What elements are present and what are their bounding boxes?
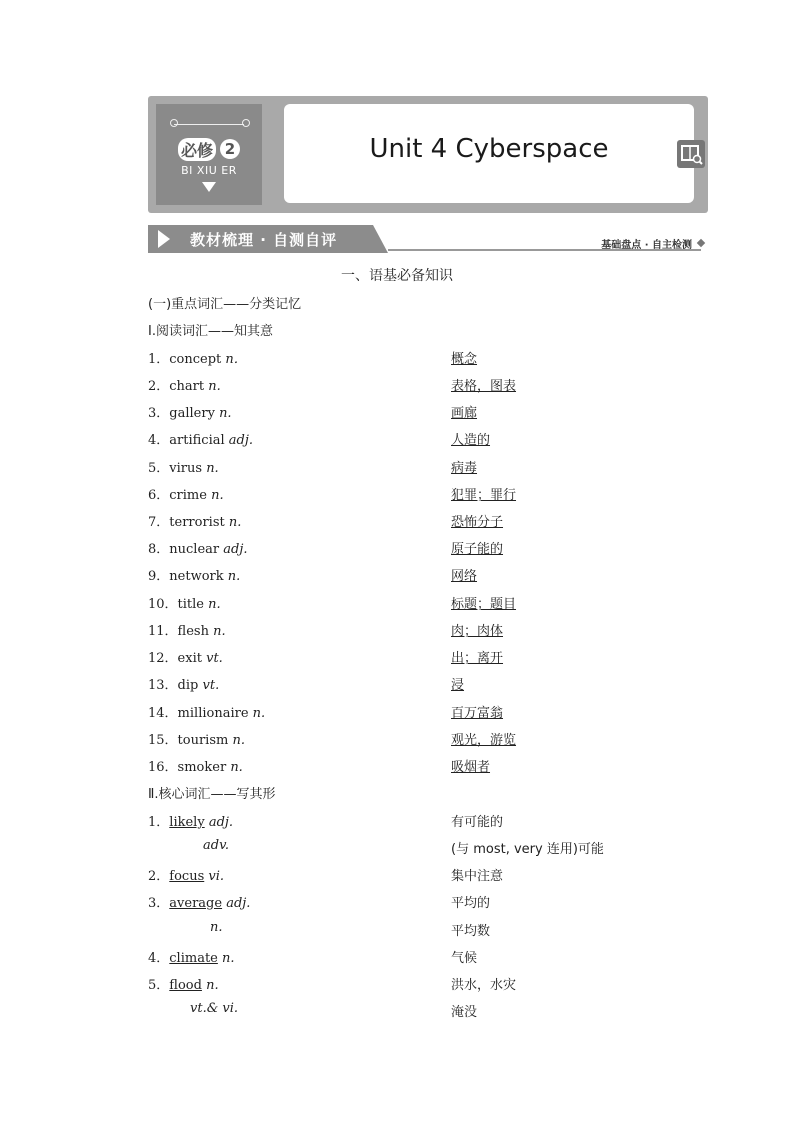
word: millionaire (177, 706, 249, 721)
word-meaning: 集中注意 (451, 869, 504, 884)
part-of-speech: vt. (206, 651, 223, 666)
part-of-speech: vt.& vi. (190, 1001, 239, 1016)
word: concept (169, 352, 222, 367)
vocab-row (148, 756, 708, 778)
vocab-term (148, 892, 250, 911)
item-number: 6． (148, 488, 170, 503)
core-vocab-row (148, 811, 708, 833)
vocab-row (148, 593, 708, 615)
part-of-speech: n. (228, 515, 242, 530)
vocab-term (148, 729, 245, 748)
part-of-speech: n. (208, 379, 221, 394)
answer-word: average (169, 896, 223, 911)
answer-word: focus (169, 869, 205, 884)
item-number: 1． (148, 815, 170, 830)
diamond-icon (697, 239, 705, 247)
vocab-term (148, 565, 240, 584)
word-meaning: 观光，游览 (451, 733, 517, 748)
part-of-speech: n. (230, 760, 243, 775)
word-meaning: 淹没 (451, 1005, 478, 1020)
part-of-speech: n. (227, 569, 241, 584)
badge-title (168, 138, 250, 160)
vocab-row (148, 457, 708, 479)
item-number: 10． (148, 597, 178, 612)
word-meaning: 病毒 (451, 461, 478, 476)
vocab-row (148, 538, 708, 560)
word-meaning: 平均数 (451, 924, 491, 939)
core-vocab-row (148, 892, 708, 914)
textbook-badge (156, 104, 262, 205)
vocab-term (148, 429, 253, 448)
core-vocab-row (148, 865, 708, 887)
unit-banner (148, 96, 708, 213)
decorative-line (174, 124, 244, 125)
word-meaning: 表格，图表 (451, 379, 517, 394)
word: dip (177, 678, 199, 693)
part-of-speech: adv. (203, 838, 230, 853)
core-vocab-row (148, 974, 708, 996)
vocab-row (148, 647, 708, 669)
vocab-term (148, 593, 221, 612)
vocab-row (148, 729, 708, 751)
vocab-term (148, 674, 219, 693)
word: title (177, 597, 205, 612)
vocab-term (190, 1001, 238, 1016)
item-number: 12． (148, 651, 178, 666)
badge-subtitle: BI XIU ER (181, 164, 237, 177)
badge-title-text: 必修 (178, 138, 216, 161)
item-number: 4． (148, 433, 170, 448)
answer-word: flood (169, 978, 202, 993)
vocab-term (210, 920, 223, 935)
answer-word: climate (169, 951, 218, 966)
section-tab-label: 教材梳理 · 自测自评 (190, 231, 338, 249)
play-arrow-icon (158, 230, 170, 248)
word-meaning: 浸 (451, 678, 465, 693)
part-of-speech: vt. (202, 678, 220, 693)
word-meaning: 网络 (451, 569, 478, 584)
vocab-row (148, 565, 708, 587)
item-number: 5． (148, 461, 170, 476)
decorative-dot (242, 119, 250, 127)
part-of-speech: n. (219, 406, 232, 421)
core-vocab-row (148, 1001, 708, 1023)
vocab-row (148, 511, 708, 533)
word: tourism (177, 733, 229, 748)
section-right-label: 基础盘点 · 自主检测 (601, 240, 692, 251)
word-meaning: 画廊 (451, 406, 478, 421)
vocab-term (148, 756, 243, 775)
vocab-term (148, 457, 219, 476)
part-of-speech: n. (210, 920, 223, 935)
vocab-term (148, 647, 223, 666)
part-of-speech: n. (252, 706, 266, 721)
word: gallery (169, 406, 215, 421)
item-number: 3． (148, 896, 170, 911)
vocab-row (148, 375, 708, 397)
vocab-term (148, 702, 265, 721)
part-of-speech: n. (222, 951, 235, 966)
vocab-term (148, 865, 224, 884)
vocab-row (148, 484, 708, 506)
item-number: 4． (148, 951, 170, 966)
word-meaning: 出；离开 (451, 651, 504, 666)
item-number: 14． (148, 706, 178, 721)
section-header-bar (148, 225, 706, 255)
item-number: 2． (148, 379, 170, 394)
vocab-row (148, 402, 708, 424)
item-number: 5． (148, 978, 170, 993)
word-meaning: 原子能的 (451, 542, 504, 557)
part-of-speech: n. (211, 488, 224, 503)
word-meaning: 恐怖分子 (451, 515, 504, 530)
item-number: 3． (148, 406, 170, 421)
part-core-words: Ⅱ.核心词汇——写其形 (148, 787, 276, 802)
item-number: 7． (148, 515, 170, 530)
word: flesh (177, 624, 209, 639)
subheading-vocab: (一)重点词汇——分类记忆 (148, 297, 302, 312)
word-meaning: (与 most, very 连用)可能 (451, 842, 604, 857)
part-of-speech: n. (213, 624, 226, 639)
vocab-row (148, 620, 708, 642)
part-of-speech: vi. (208, 869, 225, 884)
vocab-row (148, 702, 708, 724)
vocab-term (148, 974, 219, 993)
part-of-speech: adj. (226, 896, 251, 911)
vocab-term (148, 620, 226, 639)
book-search-icon (677, 140, 705, 168)
word-meaning: 气候 (451, 951, 478, 966)
word-meaning: 犯罪；罪行 (451, 488, 517, 503)
word: nuclear (169, 542, 220, 557)
word-meaning: 标题；题目 (451, 597, 517, 612)
vocab-row (148, 348, 708, 370)
word-meaning: 百万富翁 (451, 706, 504, 721)
vocab-term (148, 402, 232, 421)
vocab-term (148, 484, 224, 503)
word: smoker (177, 760, 227, 775)
item-number: 2． (148, 869, 170, 884)
word: crime (169, 488, 207, 503)
word: virus (169, 461, 203, 476)
part-of-speech: adj. (223, 542, 248, 557)
vocab-term (148, 511, 241, 530)
part-reading-words: Ⅰ.阅读词汇——知其意 (148, 324, 273, 339)
decorative-dot (170, 119, 178, 127)
word: artificial (169, 433, 225, 448)
item-number: 8． (148, 542, 170, 557)
vocab-term (148, 375, 221, 394)
word-meaning: 洪水，水灾 (451, 978, 517, 993)
word-meaning: 有可能的 (451, 815, 504, 830)
unit-title: Unit 4 Cyberspace (369, 134, 609, 164)
down-triangle-icon (202, 182, 216, 192)
item-number: 9． (148, 569, 170, 584)
word-meaning: 概念 (451, 352, 478, 367)
item-number: 11． (148, 624, 178, 639)
vocab-term (203, 838, 229, 853)
item-number: 13． (148, 678, 178, 693)
part-of-speech: adj. (208, 815, 234, 830)
part-of-speech: adj. (228, 433, 254, 448)
word-meaning: 肉；肉体 (451, 624, 504, 639)
unit-title-box (284, 104, 694, 203)
badge-number: 2 (220, 139, 240, 159)
vocab-term (148, 538, 248, 557)
answer-word: likely (169, 815, 205, 830)
vocab-term (148, 947, 235, 966)
vocab-row (148, 674, 708, 696)
core-vocab-row (148, 838, 708, 860)
word-meaning: 吸烟者 (451, 760, 491, 775)
part-of-speech: n． (225, 352, 247, 367)
vocab-term (148, 348, 247, 367)
vocab-term (148, 811, 233, 830)
word: chart (169, 379, 205, 394)
item-number: 16． (148, 760, 178, 775)
word: network (169, 569, 224, 584)
word-meaning: 人造的 (451, 433, 491, 448)
core-vocab-row (148, 920, 708, 942)
word: exit (177, 651, 202, 666)
word: terrorist (169, 515, 225, 530)
core-vocab-row (148, 947, 708, 969)
word-meaning: 平均的 (451, 896, 491, 911)
part-of-speech: n. (232, 733, 245, 748)
item-number: 1． (148, 352, 170, 367)
part-of-speech: n. (206, 461, 219, 476)
section-heading: 一、语基必备知识 (341, 268, 453, 284)
part-of-speech: n. (206, 978, 219, 993)
item-number: 15． (148, 733, 178, 748)
vocab-row (148, 429, 708, 451)
part-of-speech: n. (208, 597, 221, 612)
